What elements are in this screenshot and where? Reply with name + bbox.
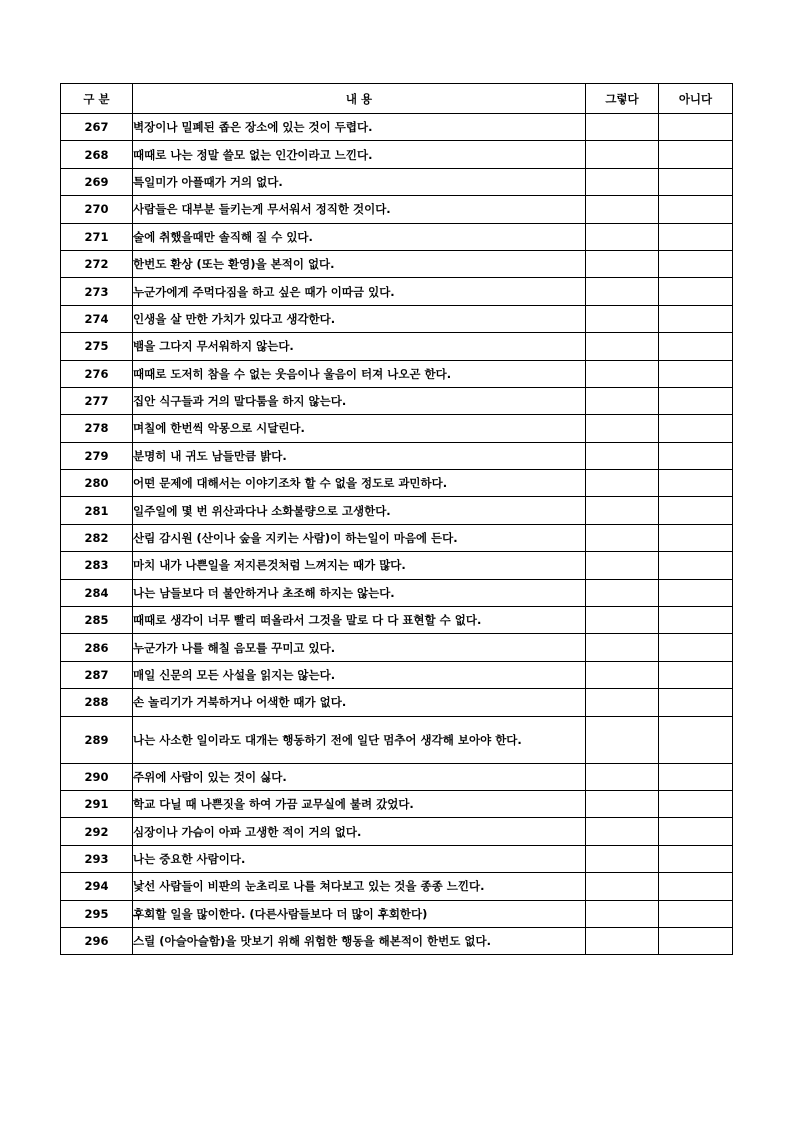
answer-yes-cell[interactable]	[586, 763, 659, 790]
answer-no-cell[interactable]	[659, 818, 733, 845]
table-row	[61, 524, 733, 551]
answer-no-cell[interactable]	[659, 333, 733, 360]
table-row	[61, 442, 733, 469]
question-text: 사람들은 대부분 들키는게 무서워서 정직한 것이다.	[133, 196, 586, 223]
table-row	[61, 552, 733, 579]
answer-yes-cell[interactable]	[586, 415, 659, 442]
answer-no-cell[interactable]	[659, 168, 733, 195]
answer-no-cell[interactable]	[659, 634, 733, 661]
question-number: 279	[61, 442, 133, 469]
question-text: 어떤 문제에 대해서는 이야기조차 할 수 없을 정도로 과민하다.	[133, 470, 586, 497]
question-text: 산림 감시원 (산이나 숲을 지키는 사람)이 하는일이 마음에 든다.	[133, 524, 586, 551]
question-text: 누군가가 나를 해칠 음모를 꾸미고 있다.	[133, 634, 586, 661]
question-text: 손 놀리기가 거북하거나 어색한 때가 없다.	[133, 689, 586, 716]
question-text: 한번도 환상 (또는 환영)을 본적이 없다.	[133, 250, 586, 277]
answer-no-cell[interactable]	[659, 661, 733, 688]
answer-no-cell[interactable]	[659, 524, 733, 551]
question-number: 270	[61, 196, 133, 223]
table-row	[61, 689, 733, 716]
table-row	[61, 634, 733, 661]
table-row	[61, 845, 733, 872]
table-row	[61, 196, 733, 223]
table-row	[61, 790, 733, 817]
question-text: 나는 남들보다 더 불안하거나 초조해 하지는 않는다.	[133, 579, 586, 606]
table-row	[61, 278, 733, 305]
question-text: 며칠에 한번씩 악몽으로 시달린다.	[133, 415, 586, 442]
question-number: 284	[61, 579, 133, 606]
answer-yes-cell[interactable]	[586, 250, 659, 277]
table-row	[61, 305, 733, 332]
answer-no-cell[interactable]	[659, 716, 733, 763]
question-text: 분명히 내 귀도 남들만큼 밝다.	[133, 442, 586, 469]
answer-no-cell[interactable]	[659, 689, 733, 716]
question-text: 때때로 나는 정말 쓸모 없는 인간이라고 느낀다.	[133, 141, 586, 168]
question-number: 277	[61, 387, 133, 414]
question-text: 낯선 사람들이 비판의 눈초리로 나를 쳐다보고 있는 것을 종종 느낀다.	[133, 873, 586, 900]
question-number: 290	[61, 763, 133, 790]
answer-yes-cell[interactable]	[586, 333, 659, 360]
answer-no-cell[interactable]	[659, 196, 733, 223]
question-number: 283	[61, 552, 133, 579]
answer-no-cell[interactable]	[659, 845, 733, 872]
answer-no-cell[interactable]	[659, 470, 733, 497]
header-yes: 그렇다	[586, 84, 659, 114]
question-number: 268	[61, 141, 133, 168]
question-number: 282	[61, 524, 133, 551]
answer-no-cell[interactable]	[659, 927, 733, 954]
table-row	[61, 607, 733, 634]
answer-yes-cell[interactable]	[586, 818, 659, 845]
question-number: 289	[61, 716, 133, 763]
header-no: 아니다	[659, 84, 733, 114]
answer-yes-cell[interactable]	[586, 790, 659, 817]
header-num: 구 분	[61, 84, 133, 114]
question-number: 278	[61, 415, 133, 442]
question-number: 285	[61, 607, 133, 634]
answer-yes-cell[interactable]	[586, 689, 659, 716]
question-text: 나는 중요한 사람이다.	[133, 845, 586, 872]
question-number: 281	[61, 497, 133, 524]
answer-yes-cell[interactable]	[586, 524, 659, 551]
answer-no-cell[interactable]	[659, 552, 733, 579]
table-row	[61, 661, 733, 688]
question-number: 295	[61, 900, 133, 927]
table-row	[61, 470, 733, 497]
table-row	[61, 818, 733, 845]
question-number: 280	[61, 470, 133, 497]
answer-yes-cell[interactable]	[586, 873, 659, 900]
answer-no-cell[interactable]	[659, 790, 733, 817]
answer-no-cell[interactable]	[659, 763, 733, 790]
answer-yes-cell[interactable]	[586, 900, 659, 927]
question-number: 267	[61, 114, 133, 141]
answer-no-cell[interactable]	[659, 579, 733, 606]
question-number: 292	[61, 818, 133, 845]
answer-no-cell[interactable]	[659, 250, 733, 277]
table-row	[61, 333, 733, 360]
answer-yes-cell[interactable]	[586, 223, 659, 250]
answer-yes-cell[interactable]	[586, 661, 659, 688]
answer-yes-cell[interactable]	[586, 579, 659, 606]
question-text: 벽장이나 밀폐된 좁은 장소에 있는 것이 두렵다.	[133, 114, 586, 141]
answer-yes-cell[interactable]	[586, 470, 659, 497]
answer-no-cell[interactable]	[659, 278, 733, 305]
answer-yes-cell[interactable]	[586, 196, 659, 223]
question-text: 뱀을 그다지 무서워하지 않는다.	[133, 333, 586, 360]
answer-yes-cell[interactable]	[586, 716, 659, 763]
question-text: 인생을 살 만한 가치가 있다고 생각한다.	[133, 305, 586, 332]
table-row	[61, 497, 733, 524]
answer-no-cell[interactable]	[659, 141, 733, 168]
question-number: 286	[61, 634, 133, 661]
question-number: 288	[61, 689, 133, 716]
question-number: 287	[61, 661, 133, 688]
question-number: 276	[61, 360, 133, 387]
question-number: 271	[61, 223, 133, 250]
answer-yes-cell[interactable]	[586, 387, 659, 414]
table-row	[61, 579, 733, 606]
answer-no-cell[interactable]	[659, 900, 733, 927]
table-row	[61, 168, 733, 195]
question-number: 293	[61, 845, 133, 872]
answer-no-cell[interactable]	[659, 223, 733, 250]
answer-no-cell[interactable]	[659, 497, 733, 524]
table-row	[61, 114, 733, 141]
table-row	[61, 415, 733, 442]
question-text: 술에 취했을때만 솔직해 질 수 있다.	[133, 223, 586, 250]
question-text: 누군가에게 주먹다짐을 하고 싶은 때가 이따금 있다.	[133, 278, 586, 305]
question-number: 269	[61, 168, 133, 195]
table-row	[61, 716, 733, 763]
answer-yes-cell[interactable]	[586, 114, 659, 141]
question-number: 273	[61, 278, 133, 305]
answer-yes-cell[interactable]	[586, 634, 659, 661]
answer-yes-cell[interactable]	[586, 168, 659, 195]
table-row	[61, 360, 733, 387]
question-number: 274	[61, 305, 133, 332]
question-text: 매일 신문의 모든 사설을 읽지는 않는다.	[133, 661, 586, 688]
question-text: 나는 사소한 일이라도 대개는 행동하기 전에 일단 멈추어 생각해 보아야 한다.	[133, 716, 586, 763]
question-text: 일주일에 몇 번 위산과다나 소화불량으로 고생한다.	[133, 497, 586, 524]
question-text: 때때로 도저히 참을 수 없는 웃음이나 울음이 터져 나오곤 한다.	[133, 360, 586, 387]
table-row	[61, 387, 733, 414]
answer-yes-cell[interactable]	[586, 552, 659, 579]
answer-no-cell[interactable]	[659, 387, 733, 414]
question-text: 심장이나 가슴이 아파 고생한 적이 거의 없다.	[133, 818, 586, 845]
header-row	[61, 84, 733, 114]
table-row	[61, 873, 733, 900]
answer-yes-cell[interactable]	[586, 497, 659, 524]
answer-no-cell[interactable]	[659, 114, 733, 141]
answer-yes-cell[interactable]	[586, 360, 659, 387]
answer-no-cell[interactable]	[659, 305, 733, 332]
answer-yes-cell[interactable]	[586, 607, 659, 634]
answer-no-cell[interactable]	[659, 415, 733, 442]
questionnaire-table	[60, 83, 733, 955]
answer-no-cell[interactable]	[659, 873, 733, 900]
answer-yes-cell[interactable]	[586, 927, 659, 954]
question-text: 때때로 생각이 너무 빨리 떠올라서 그것을 말로 다 다 표현할 수 없다.	[133, 607, 586, 634]
question-number: 294	[61, 873, 133, 900]
table-row	[61, 927, 733, 954]
question-text: 학교 다닐 때 나쁜짓을 하여 가끔 교무실에 불려 갔었다.	[133, 790, 586, 817]
answer-yes-cell[interactable]	[586, 442, 659, 469]
question-text: 집안 식구들과 거의 말다툼을 하지 않는다.	[133, 387, 586, 414]
answer-yes-cell[interactable]	[586, 845, 659, 872]
table-row	[61, 250, 733, 277]
question-number: 296	[61, 927, 133, 954]
answer-yes-cell[interactable]	[586, 305, 659, 332]
question-text: 주위에 사람이 있는 것이 싫다.	[133, 763, 586, 790]
question-text: 스릴 (아슬아슬함)을 맛보기 위해 위험한 행동을 해본적이 한번도 없다.	[133, 927, 586, 954]
table-row	[61, 900, 733, 927]
table-row	[61, 141, 733, 168]
table-row	[61, 223, 733, 250]
question-number: 291	[61, 790, 133, 817]
question-number: 272	[61, 250, 133, 277]
answer-yes-cell[interactable]	[586, 278, 659, 305]
answer-no-cell[interactable]	[659, 607, 733, 634]
answer-yes-cell[interactable]	[586, 141, 659, 168]
question-text: 마치 내가 나쁜일을 저지른것처럼 느껴지는 때가 많다.	[133, 552, 586, 579]
answer-no-cell[interactable]	[659, 442, 733, 469]
answer-no-cell[interactable]	[659, 360, 733, 387]
table-row	[61, 763, 733, 790]
question-number: 275	[61, 333, 133, 360]
question-text: 특일미가 아플때가 거의 없다.	[133, 168, 586, 195]
header-content: 내 용	[133, 84, 586, 114]
question-text: 후회할 일을 많이한다. (다른사람들보다 더 많이 후회한다)	[133, 900, 586, 927]
